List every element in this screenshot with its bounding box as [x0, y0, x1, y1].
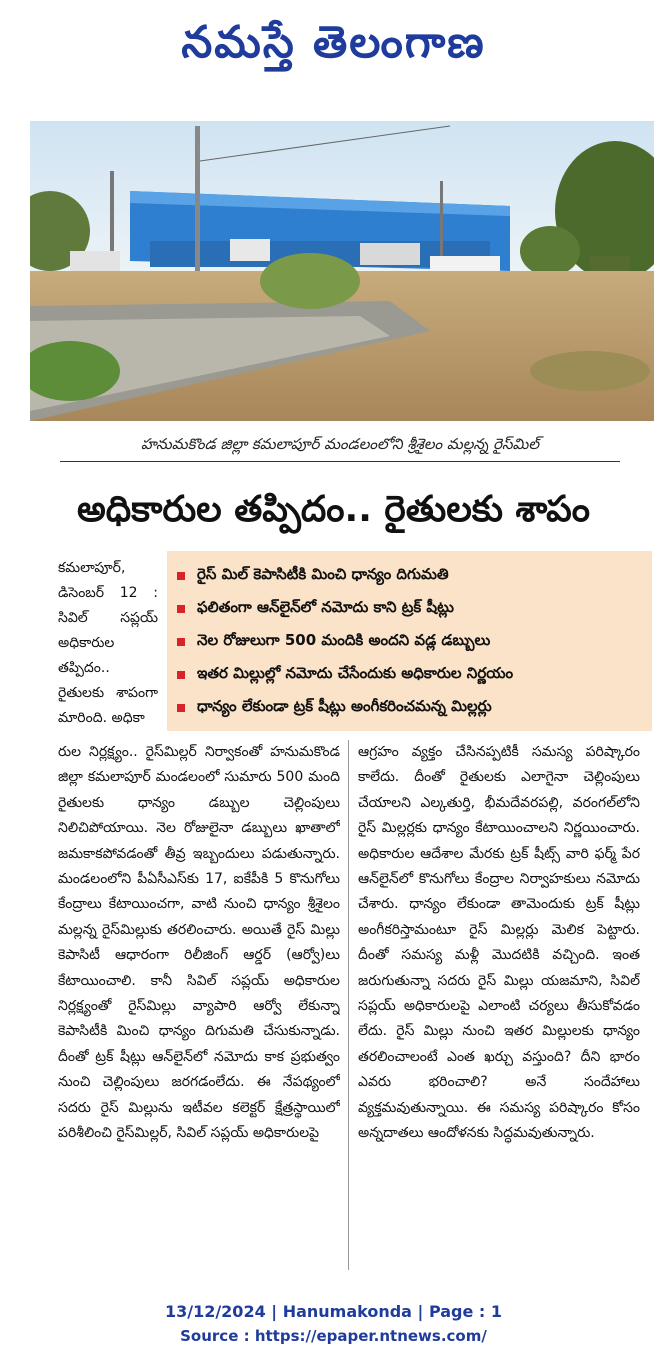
article-intro: కమలాపూర్, డిసెంబర్ 12 : సివిల్ సప్లయ్ అధికారుల తప్పిదం.. రైతులకు శాపంగా మారింది. అధికా [58, 560, 158, 726]
bullet-icon [177, 638, 185, 646]
highlight-item [177, 691, 642, 724]
bullet-icon [177, 704, 185, 712]
bullet-icon [177, 671, 185, 679]
bullet-icon [177, 572, 185, 580]
highlight-item [177, 559, 642, 592]
footer-date-line: 13/12/2024 | Hanumakonda | Page : 1 [164, 1302, 503, 1321]
highlight-text: ఇతర మిల్లుల్లో నమోదు చేసేందుకు అధికారుల నిర్ణయం [197, 663, 514, 682]
column-divider [348, 740, 349, 1270]
highlight-item [177, 658, 642, 691]
photo-caption: హనుమకొండ జిల్లా కమలాపూర్ మండలంలోని శ్రీశైలం మల్లన్న రైస్‌మిల్ [60, 428, 620, 462]
page-footer [0, 1300, 667, 1348]
highlight-text: ఫలితంగా ఆన్‌లైన్‌లో నమోదు కాని ట్రక్ షీట్లు [197, 597, 454, 616]
highlight-item [177, 592, 642, 625]
highlight-text: ధాన్యం లేకుండా ట్రక్ షీట్లు అంగీకరించమన్న మిల్లర్లు [197, 696, 492, 715]
bullet-icon [177, 605, 185, 613]
highlight-item [177, 625, 642, 658]
footer-source-line: Source : https://epaper.ntnews.com/ [180, 1327, 487, 1345]
article-headline: అధికారుల తప్పిదం.. రైతులకు శాపం [76, 489, 591, 530]
article-column-left: రుల నిర్లక్ష్యం.. రైస్‌మిల్లర్ నిర్వాకంతో హనుమకొండ జిల్లా కమలాపూర్ మండలంలో సుమారు 500 మంది రైతులకు ధాన్యం డబ్బుల చెల్లింపులు నిలిచిపోయాయి. నెల రోజులైనా డబ్బులు ఖాతాలో జమకాకపోవడంతో తీవ్ర ఇబ్బందులు పడుతున్నారు. మండలంలోని పీఏసీఎస్‌కు 17, ఐకేపీకి 5 కొనుగోలు కేంద్రాలు కేటాయించగా, వాటి నుంచి ధాన్యం శ్రీశైలం మల్లన్న రైస్‌మిల్లుకు తరలించారు. అయితే రైస్ మిల్లు కెపాసిటీ ఆధారంగా రిలీజింగ్ ఆర్డర్ (ఆర్వో)లు కేటాయించాలి. కానీ సివిల్ సప్లయ్ అధికారుల నిర్లక్ష్యంతో రైస్‌మిల్లు వ్యాపారి ఆర్వో లేకున్నా కెపాసిటీకి మించి ధాన్యం దిగుమతి చేసుకున్నాడు. దీంతో ట్రక్ షీట్లు ఆన్‌లైన్‌లో నమోదు కాక ప్రభుత్వం నుంచి చెల్లింపులు జరగడంలేదు. ఈ నేపథ్యంలో సదరు రైస్ మిల్లును ఇటీవల కలెక్టర్ క్షేత్రస్థాయిలో పరిశీలించి రైస్‌మిల్లర్, సివిల్ సప్లయ్ అధికారులపై [58, 744, 340, 1142]
highlights-box [167, 551, 652, 731]
news-photo [30, 121, 654, 421]
highlight-text: రైస్ మిల్ కెపాసిటీకి మించి ధాన్యం దిగుమతి [197, 564, 449, 583]
article-column-right: ఆగ్రహం వ్యక్తం చేసినప్పటికీ సమస్య పరిష్కారం కాలేదు. దీంతో రైతులకు ఎలాగైనా చెల్లింపులు చేయాలని ఎల్కతుర్తి, భీమదేవరపల్లి, వరంగల్‌లోని రైస్ మిల్లర్లకు ధాన్యం కేటాయించాలని నిర్ణయించారు. అధికారుల ఆదేశాల మేరకు ట్రక్ షీట్స్ వారి ఫర్మ్ పేర ఆన్‌లైన్‌లో కొనుగోలు కేంద్రాల నిర్వాహకులు నమోదు చేశారు. ధాన్యం లేకుండా తామెందుకు ట్రక్ షీట్లు అంగీకరిస్తామంటూ రైస్ మిల్లర్లు మెలిక పెట్టారు. దీంతో సమస్య మళ్లీ మొదటికి వచ్చింది. ఇంత జరుగుతున్నా సదరు రైస్ మిల్లు యజమాని, సివిల్ సప్లయ్ అధికారులపై ఎలాంటి చర్యలు తీసుకోవడం లేదు. రైస్ మిల్లు నుంచి ఇతర మిల్లులకు ధాన్యం తరలించాలంటే ఎంత ఖర్చు వస్తుంది? దీని భారం ఎవరు భరించాలి? అనే సందేహాలు వ్యక్తమవుతున్నాయి. ఈ సమస్య పరిష్కారం కోసం అన్నదాతలు ఆందోళనకు సిద్ధమవుతున్నారు. [358, 744, 640, 1142]
newspaper-masthead: నమస్తే తెలంగాణ [181, 17, 486, 68]
highlight-text: నెల రోజులుగా 500 మందికి అందని వడ్ల డబ్బులు [197, 630, 491, 649]
